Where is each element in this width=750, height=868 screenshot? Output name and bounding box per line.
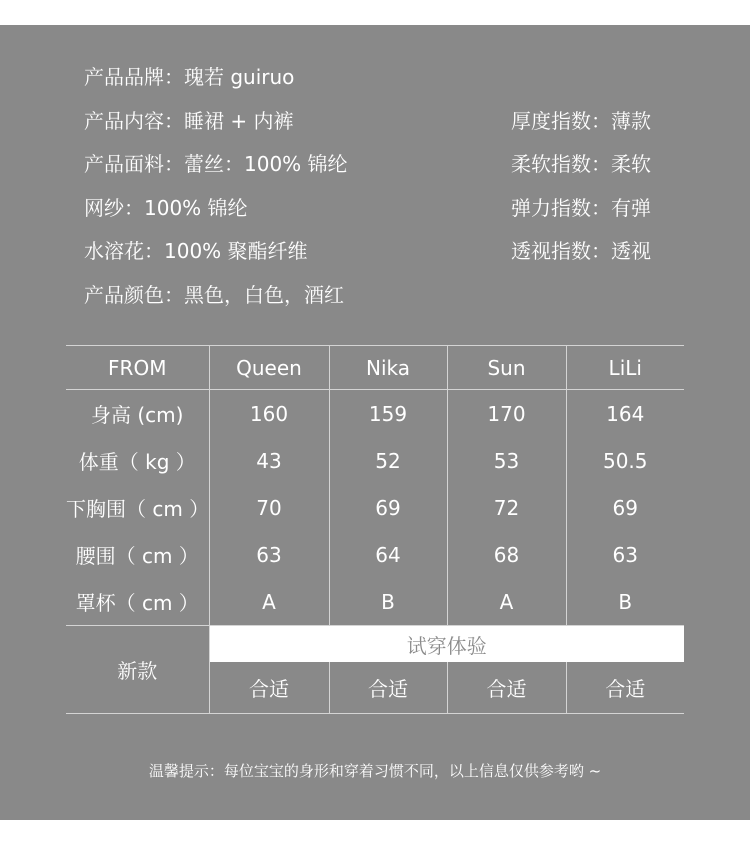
- trial-header-row: [66, 626, 684, 663]
- table-cell: B: [618, 589, 633, 614]
- table-row: [66, 578, 684, 626]
- table-cell: 合适: [209, 662, 329, 714]
- table-cell: 合适: [566, 662, 684, 714]
- spec-embroidery: [84, 239, 308, 263]
- spec-value: 蕾丝：100% 锦纶: [184, 152, 348, 176]
- table-cell: B: [329, 578, 447, 626]
- row-label: 身高 (cm): [66, 390, 209, 438]
- table-cell: 50.5: [602, 448, 648, 473]
- new-style-label: 新款: [66, 626, 209, 714]
- table-row: [66, 531, 684, 578]
- spec-value: 水溶花：100% 聚酯纤维: [84, 239, 308, 263]
- table-cell: 63: [209, 531, 329, 578]
- table-cell: 43: [209, 437, 329, 484]
- table-header-cell: Sun: [447, 346, 566, 390]
- spec-mesh: [84, 196, 248, 220]
- spec-label: 柔软指数：: [511, 152, 611, 176]
- spec-content: [84, 109, 293, 133]
- spec-label: 产品内容：: [84, 109, 184, 133]
- table-row: [66, 390, 684, 438]
- spec-value: 薄款: [611, 109, 651, 133]
- spec-label: 透视指数：: [511, 239, 611, 263]
- table-cell: 72: [447, 484, 566, 531]
- spec-value: 有弹: [611, 196, 651, 220]
- spec-value: 网纱：100% 锦纶: [84, 196, 248, 220]
- spec-elasticity: [511, 196, 651, 220]
- spec-sheerness: [511, 239, 651, 263]
- row-label: 体重（ kg ）: [66, 437, 209, 484]
- spec-value: 柔软: [611, 152, 651, 176]
- table-row: [66, 484, 684, 531]
- table-cell: 69: [612, 495, 638, 520]
- spec-label: 厚度指数：: [511, 109, 611, 133]
- table-header-cell: LiLi: [566, 346, 684, 390]
- table-header-cell: Queen: [209, 346, 329, 390]
- table-cell: 170: [447, 390, 566, 438]
- spec-value: 瑰若 guiruo: [184, 65, 295, 89]
- table-cell: 合适: [329, 662, 447, 714]
- spec-softness: [511, 152, 651, 176]
- spec-value: 黑色，白色，酒红: [184, 283, 344, 307]
- spec-thickness: [511, 109, 651, 133]
- spec-label: 产品颜色：: [84, 283, 184, 307]
- spec-label: 产品品牌：: [84, 65, 184, 89]
- spec-label: 产品面料：: [84, 152, 184, 176]
- table-cell: 70: [209, 484, 329, 531]
- spec-value: 睡裙 + 内裤: [184, 109, 294, 133]
- table-cell: 159: [329, 390, 447, 438]
- table-cell: 164: [606, 401, 645, 426]
- footer-note: 温馨提示：每位宝宝的身形和穿着习惯不同，以上信息仅供参考哟 ~: [148, 762, 602, 780]
- spec-label: 弹力指数：: [511, 196, 611, 220]
- spec-colors: [84, 283, 344, 307]
- spec-brand: [84, 65, 294, 89]
- table-header-cell: Nika: [329, 346, 447, 390]
- row-label: 腰围（ cm ）: [66, 531, 209, 578]
- row-label: 下胸围（ cm ）: [66, 484, 209, 531]
- table-cell: 64: [329, 531, 447, 578]
- row-label: 罩杯（ cm ）: [66, 578, 209, 626]
- size-table: [66, 345, 684, 714]
- spec-fabric: [84, 152, 348, 176]
- trial-title: 试穿体验: [209, 626, 684, 663]
- table-header-cell: FROM: [66, 346, 209, 390]
- table-cell: 63: [612, 542, 638, 567]
- table-cell: 69: [329, 484, 447, 531]
- table-header-row: [66, 346, 684, 390]
- product-info-panel: [0, 25, 750, 820]
- table-cell: 合适: [447, 662, 566, 714]
- table-cell: 160: [209, 390, 329, 438]
- table-row: [66, 437, 684, 484]
- spec-value: 透视: [611, 239, 651, 263]
- table-cell: A: [447, 578, 566, 626]
- table-cell: 68: [447, 531, 566, 578]
- table-cell: 53: [447, 437, 566, 484]
- table-cell: A: [209, 578, 329, 626]
- table-cell: 52: [329, 437, 447, 484]
